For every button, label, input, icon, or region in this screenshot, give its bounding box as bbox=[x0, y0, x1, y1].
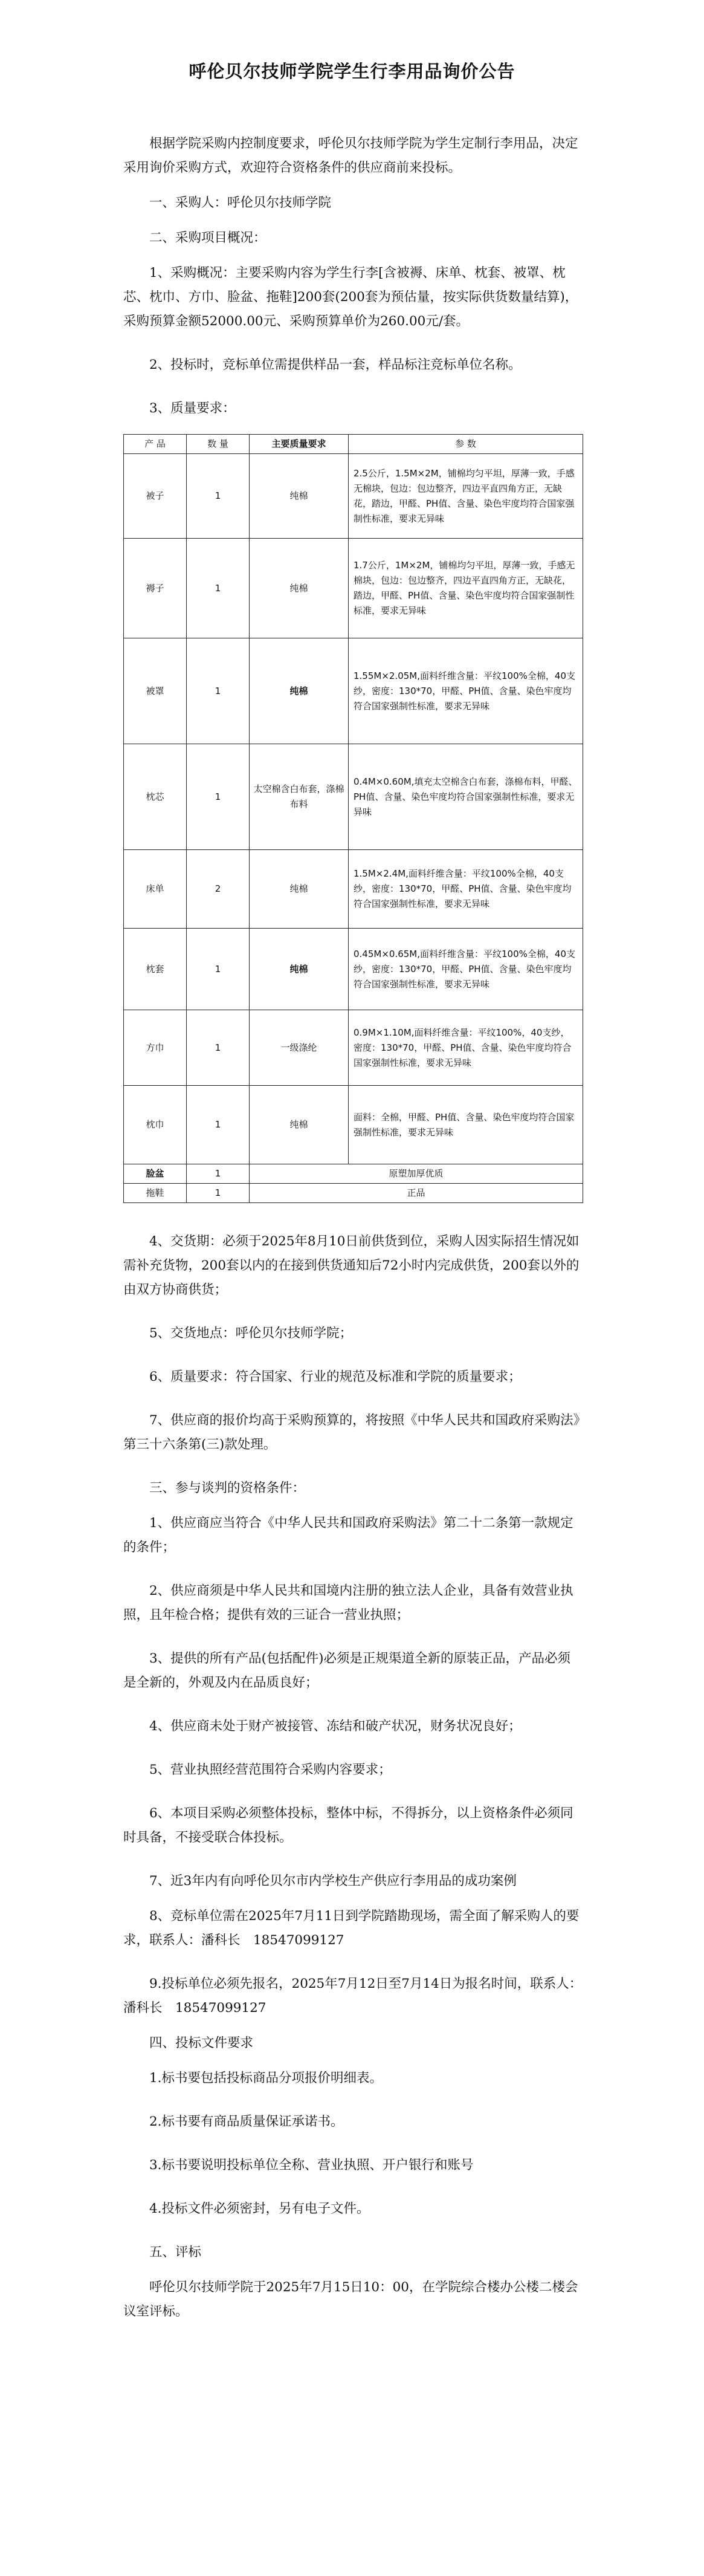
documents-heading: 四、投标文件要求 bbox=[149, 2036, 254, 2051]
qualification-item: 7、近3年内有向呼伦贝尔市内学校生产供应行李用品的成功案例 bbox=[149, 1874, 517, 1889]
cell-quantity: 1 bbox=[187, 744, 250, 850]
qualification-item: 4、供应商未处于财产被接管、冻结和破产状况，财务状况良好； bbox=[149, 1719, 522, 1734]
spec-table-header bbox=[124, 435, 583, 454]
qualification-item: 6、本项目采购必须整体投标，整体中标，不得拆分，以上资格条件必须同时具备，不接受联合体投标。 bbox=[123, 1806, 573, 1845]
cell-quantity: 1 bbox=[187, 454, 250, 539]
overview-sample: 2、投标时，竞标单位需提供样品一套，样品标注竞标单位名称。 bbox=[149, 357, 522, 372]
qualification-item: 5、营业执照经营范围符合采购内容要求； bbox=[149, 1762, 392, 1777]
spec-table-body bbox=[124, 454, 583, 1203]
cell-quantity: 1 bbox=[187, 1164, 250, 1184]
table-row bbox=[124, 638, 583, 744]
cell-requirement: 太空棉含白布套，涤棉布料 bbox=[250, 744, 349, 850]
cell-parameters: 1.55M×2.05M,面料纤维含量：平纹100%全棉，40支纱，密度：130*70，甲醛、PH值、含量、染色牢度均符合国家强制性标准，要求无异味 bbox=[349, 638, 583, 744]
documents-item: 3.标书要说明投标单位全称、营业执照、开户银行和账号 bbox=[149, 2158, 474, 2173]
cell-quantity: 1 bbox=[187, 638, 250, 744]
cell-requirement: 纯棉 bbox=[250, 850, 349, 929]
qualification-item: 1、供应商应当符合《中华人民共和国政府采购法》第二十二条第一款规定的条件； bbox=[123, 1516, 573, 1555]
buyer-line: 一、采购人：呼伦贝尔技师学院 bbox=[149, 195, 332, 210]
cell-quantity: 1 bbox=[187, 1010, 250, 1086]
header-parameters: 参 数 bbox=[349, 435, 583, 454]
table-row bbox=[124, 744, 583, 850]
table-row-basin bbox=[124, 1164, 583, 1184]
cell-product: 床单 bbox=[124, 850, 187, 929]
price-clause: 7、供应商的报价均高于采购预算的，将按照《中华人民共和国政府采购法》第三十六条第(三)款处理。 bbox=[123, 1413, 580, 1452]
cell-parameters: 0.4M×0.60M,填充太空棉含白布套，涤棉布料，甲醛、PH值、含量、染色牢度均符合国家强制性标准，要求无异味 bbox=[349, 744, 583, 850]
cell-parameters: 1.7公斤，1M×2M，铺棉均匀平坦，厚薄一致，手感无棉块，包边：包边整齐，四边平直四角方正，无缺花，踏边，甲醛、PH值、含量、染色牢度均符合国家强制性标准，要求无异味 bbox=[349, 539, 583, 638]
cell-quantity: 1 bbox=[187, 929, 250, 1010]
cell-requirement: 纯棉 bbox=[250, 1086, 349, 1164]
header-product: 产 品 bbox=[124, 435, 187, 454]
cell-parameters: 0.9M×1.10M,面料纤维含量：平纹100%，40支纱，密度：130*70，甲醛、PH值、含量、染色牢度均符合国家强制性标准，要求无异味 bbox=[349, 1010, 583, 1086]
table-row bbox=[124, 454, 583, 539]
registration: 9.投标单位必须先报名，2025年7月12日至7月14日为报名时间，联系人：潘科长 18547099127 bbox=[123, 1976, 583, 2016]
cell-parameters: 面料：全棉，甲醛、PH值、含量、染色牢度均符合国家强制性标准，要求无异味 bbox=[349, 1086, 583, 1164]
header-requirement: 主要质量要求 bbox=[250, 435, 349, 454]
site-visit: 8、竞标单位需在2025年7月11日到学院踏勘现场，需全面了解采购人的要求，联系人：潘科长 18547099127 bbox=[123, 1909, 580, 1948]
spec-table bbox=[123, 434, 583, 1203]
table-row bbox=[124, 850, 583, 929]
cell-product: 枕巾 bbox=[124, 1086, 187, 1164]
cell-quantity: 1 bbox=[187, 1086, 250, 1164]
cell-quantity: 1 bbox=[187, 539, 250, 638]
documents-item: 4.投标文件必须密封，另有电子文件。 bbox=[149, 2201, 370, 2216]
table-row-slippers bbox=[124, 1184, 583, 1203]
cell-requirement: 一级涤纶 bbox=[250, 1010, 349, 1086]
cell-product: 被罩 bbox=[124, 638, 187, 744]
documents-item: 2.标书要有商品质量保证承诺书。 bbox=[149, 2114, 344, 2129]
cell-product: 脸盆 bbox=[124, 1164, 187, 1184]
evaluation-text: 呼伦贝尔技师学院于2025年7月15日10：00，在学院综合楼办公楼二楼会议室评标。 bbox=[123, 2280, 578, 2319]
cell-product: 拖鞋 bbox=[124, 1184, 187, 1203]
overview-heading: 二、采购项目概况： bbox=[149, 230, 266, 245]
header-quantity: 数 量 bbox=[187, 435, 250, 454]
cell-product: 方巾 bbox=[124, 1010, 187, 1086]
documents-item: 1.标书要包括投标商品分项报价明细表。 bbox=[149, 2071, 383, 2086]
cell-product: 枕芯 bbox=[124, 744, 187, 850]
qualification-item: 2、供应商须是中华人民共和国境内注册的独立法人企业，具备有效营业执照，且年检合格；提供有效的三证合一营业执照； bbox=[123, 1583, 573, 1623]
cell-requirement: 纯棉 bbox=[250, 539, 349, 638]
page-title: 呼伦贝尔技师学院学生行李用品询价公告 bbox=[189, 61, 515, 82]
cell-requirement: 纯棉 bbox=[250, 929, 349, 1010]
cell-product: 被子 bbox=[124, 454, 187, 539]
table-row bbox=[124, 539, 583, 638]
delivery-period: 4、交货期：必须于2025年8月10日前供货到位，采购人因实际招生情况如需补充货物，200套以内的在接到供货通知后72小时内完成供货，200套以外的由双方协商供货； bbox=[123, 1234, 580, 1297]
quality-requirement: 6、质量要求：符合国家、行业的规范及标准和学院的质量要求； bbox=[149, 1369, 522, 1384]
notice-body bbox=[123, 132, 583, 2324]
cell-requirement: 纯棉 bbox=[250, 638, 349, 744]
delivery-place: 5、交货地点：呼伦贝尔技师学院； bbox=[149, 1326, 353, 1341]
qualification-heading: 三、参与谈判的资格条件： bbox=[149, 1481, 306, 1496]
cell-product: 褥子 bbox=[124, 539, 187, 638]
overview-procurement: 1、采购概况：主要采购内容为学生行李[含被褥、床单、枕套、被罩、枕芯、枕巾、方巾、脸盆、拖鞋]200套(200套为预估量，按实际供货数量结算)，采购预算金额52000.00元、采购预算单价为260.00元/套。 bbox=[123, 265, 578, 329]
cell-parameters: 0.45M×0.65M,面料纤维含量：平纹100%全棉，40支纱，密度：130*70，甲醛、PH值、含量、染色牢度均符合国家强制性标准，要求无异味 bbox=[349, 929, 583, 1010]
cell-parameters: 1.5M×2.4M,面料纤维含量：平纹100%全棉，40支纱，密度：130*70，甲醛、PH值、含量、染色牢度均符合国家强制性标准，要求无异味 bbox=[349, 850, 583, 929]
cell-quantity: 2 bbox=[187, 850, 250, 929]
cell-merged-requirement: 原塑加厚优质 bbox=[250, 1164, 583, 1184]
cell-merged-requirement: 正品 bbox=[250, 1184, 583, 1203]
table-row bbox=[124, 1086, 583, 1164]
cell-quantity: 1 bbox=[187, 1184, 250, 1203]
table-row bbox=[124, 929, 583, 1010]
overview-quality: 3、质量要求： bbox=[149, 401, 236, 416]
cell-requirement: 纯棉 bbox=[250, 454, 349, 539]
cell-product: 枕套 bbox=[124, 929, 187, 1010]
intro-paragraph: 根据学院采购内控制度要求，呼伦贝尔技师学院为学生定制行李用品，决定采用询价采购方式，欢迎符合资格条件的供应商前来投标。 bbox=[123, 136, 578, 175]
qualification-item: 3、提供的所有产品(包括配件)必须是正规渠道全新的原装正品，产品必须是全新的，外观及内在品质良好； bbox=[123, 1651, 570, 1690]
cell-parameters: 2.5公斤，1.5M×2M，铺棉均匀平坦，厚薄一致，手感无棉块，包边：包边整齐，四边平直四角方正，无缺花，踏边，甲醛、PH值、含量、染色牢度均符合国家强制性标准，要求无异味 bbox=[349, 454, 583, 539]
table-row bbox=[124, 1010, 583, 1086]
evaluation-heading: 五、评标 bbox=[149, 2245, 202, 2260]
